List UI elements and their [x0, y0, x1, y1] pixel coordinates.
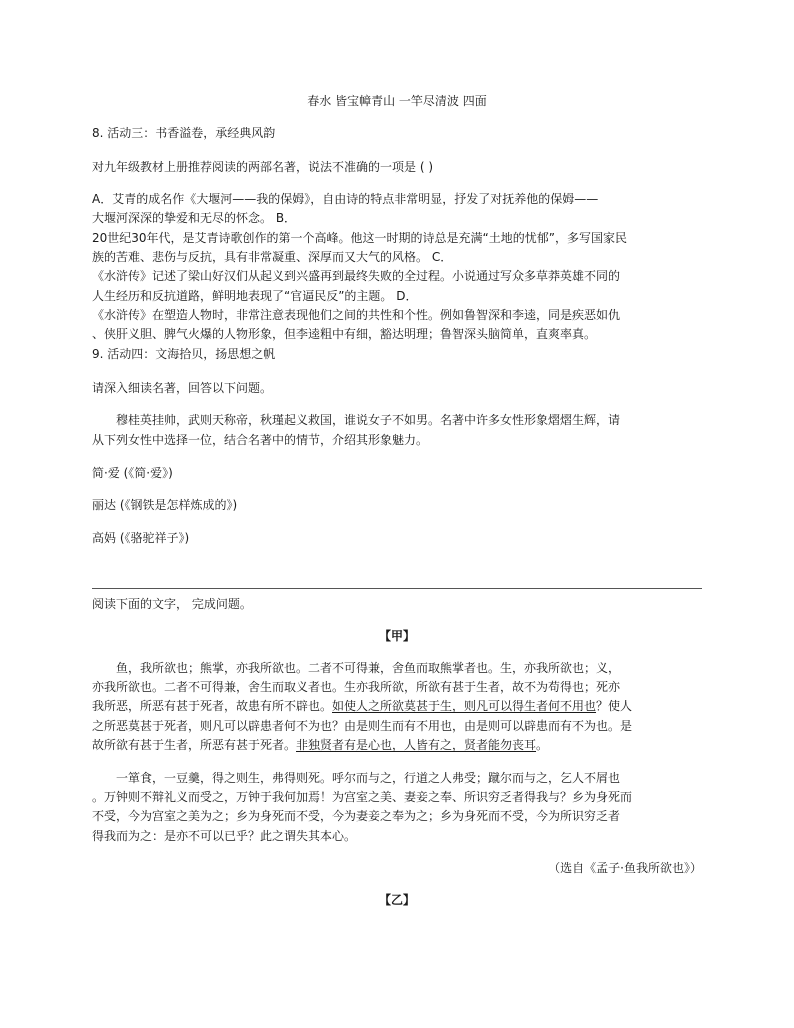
question-9-paragraph: 穆桂英挂帅，武则天称帝，秋瑾起义救国，谁说女子不如男。名著中许多女性形象熠熠生辉，请: [116, 413, 621, 427]
passage-line: [92, 737, 548, 753]
passage-line: 。万钟则不辩礼义而受之，万钟于我何加焉！为宫室之美、妻妾之奉、所识穷乏者得我与？乡为身死而: [92, 790, 633, 804]
reading-instruction: 阅读下面的文字， 完成问题。: [92, 597, 252, 611]
passage-yi-title: 【乙】: [378, 893, 415, 907]
underlined-sentence: 如使人之所欲莫甚于生，则凡可以得生者何不用也: [332, 699, 597, 713]
passage-line: 之所恶莫甚于死者，则凡可以辟患者何不为也？由是则生而有不用也，由是则可以辟患而有不为也。是: [92, 719, 633, 733]
character-option: 简·爱 (《简·爱》): [92, 466, 173, 480]
underlined-sentence: 非独贤者有是心也，人皆有之，贤者能勿丧耳: [296, 738, 537, 752]
question-9-title: 9. 活动四：文海拾贝，扬思想之帆: [92, 347, 276, 361]
option-line: 《水浒传》在塑造人物时，非常注意表现他们之间的共性和个性。例如鲁智深和李逵，同是疾恶如仇: [92, 308, 621, 322]
question-9-instruction: 请深入细读名著，回答以下问题。: [92, 381, 273, 395]
character-option: 高妈 (《骆驼祥子》): [92, 531, 190, 545]
option-line: 《水浒传》记述了梁山好汉们从起义到兴盛再到最终失败的全过程。小说通过写众多草莽英雄不同的: [92, 269, 621, 283]
passage-line: 不受，今为宫室之美为之；乡为身死而不受，今为妻妾之奉为之；乡为身死而不受，今为所识穷乏者: [92, 809, 621, 823]
option-line: 大堰河深深的挚爱和无尽的怀念。 B．: [92, 211, 297, 225]
question-8-title: 8. 活动三：书香溢卷，承经典风韵: [92, 126, 276, 140]
passage-text: 故所欲有甚于生者，所恶有甚于死者。: [92, 738, 297, 752]
question-9-paragraph: 从下列女性中选择一位，结合名著中的情节，介绍其形象魅力。: [92, 433, 429, 447]
page-header: 春水 皆宝幛青山 一竿尽清波 四面: [307, 94, 487, 108]
passage-source: （选自《孟子·鱼我所欲也》）: [548, 861, 702, 875]
passage-line: 鱼，我所欲也；熊掌，亦我所欲也。二者不可得兼，舍鱼而取熊掌者也。生，亦我所欲也；义，: [116, 661, 621, 675]
option-line: 人生经历和反抗道路，鲜明地表现了“官逼民反”的主题。 D．: [92, 289, 418, 303]
passage-line: 一箪食，一豆羹，得之则生，弗得则死。呼尔而与之，行道之人弗受；蹴尔而与之，乞人不屑也: [116, 771, 621, 785]
passage-text: 我所恶，所恶有甚于死者，故患有所不辟也。: [92, 699, 333, 713]
option-line: 、侠肝义胆、脾气火爆的人物形象，但李逵粗中有细，豁达明理；鲁智深头脑简单，直爽率真。: [92, 327, 597, 341]
passage-text: 。: [536, 738, 549, 752]
section-divider: [92, 588, 702, 589]
passage-jia-title: 【甲】: [378, 629, 415, 643]
passage-line: [92, 698, 632, 714]
passage-line: 亦我所欲也。二者不可得兼，舍生而取义者也。生亦我所欲，所欲有甚于生者，故不为苟得也；死亦: [92, 680, 621, 694]
question-8-stem: 对九年级教材上册推荐阅读的两部名著，说法不准确的一项是 ( ): [92, 160, 433, 174]
passage-line: 得我而为之：是亦不可以已乎？此之谓失其本心。: [92, 829, 357, 843]
option-line: A．艾青的成名作《大堰河——我的保姆》，自由诗的特点非常明显，抒发了对抚养他的保姆——: [92, 192, 599, 206]
option-line: 族的苦难、悲伤与反抗，具有非常凝重、深厚而又大气的风格。 C．: [92, 250, 453, 264]
passage-text: ？使人: [596, 699, 633, 713]
character-option: 丽达 (《钢铁是怎样炼成的》): [92, 498, 238, 512]
option-line: 20世纪30年代，是艾青诗歌创作的第一个高峰。他这一时期的诗总是充满“土地的忧郁”，多写国家民: [92, 231, 627, 245]
